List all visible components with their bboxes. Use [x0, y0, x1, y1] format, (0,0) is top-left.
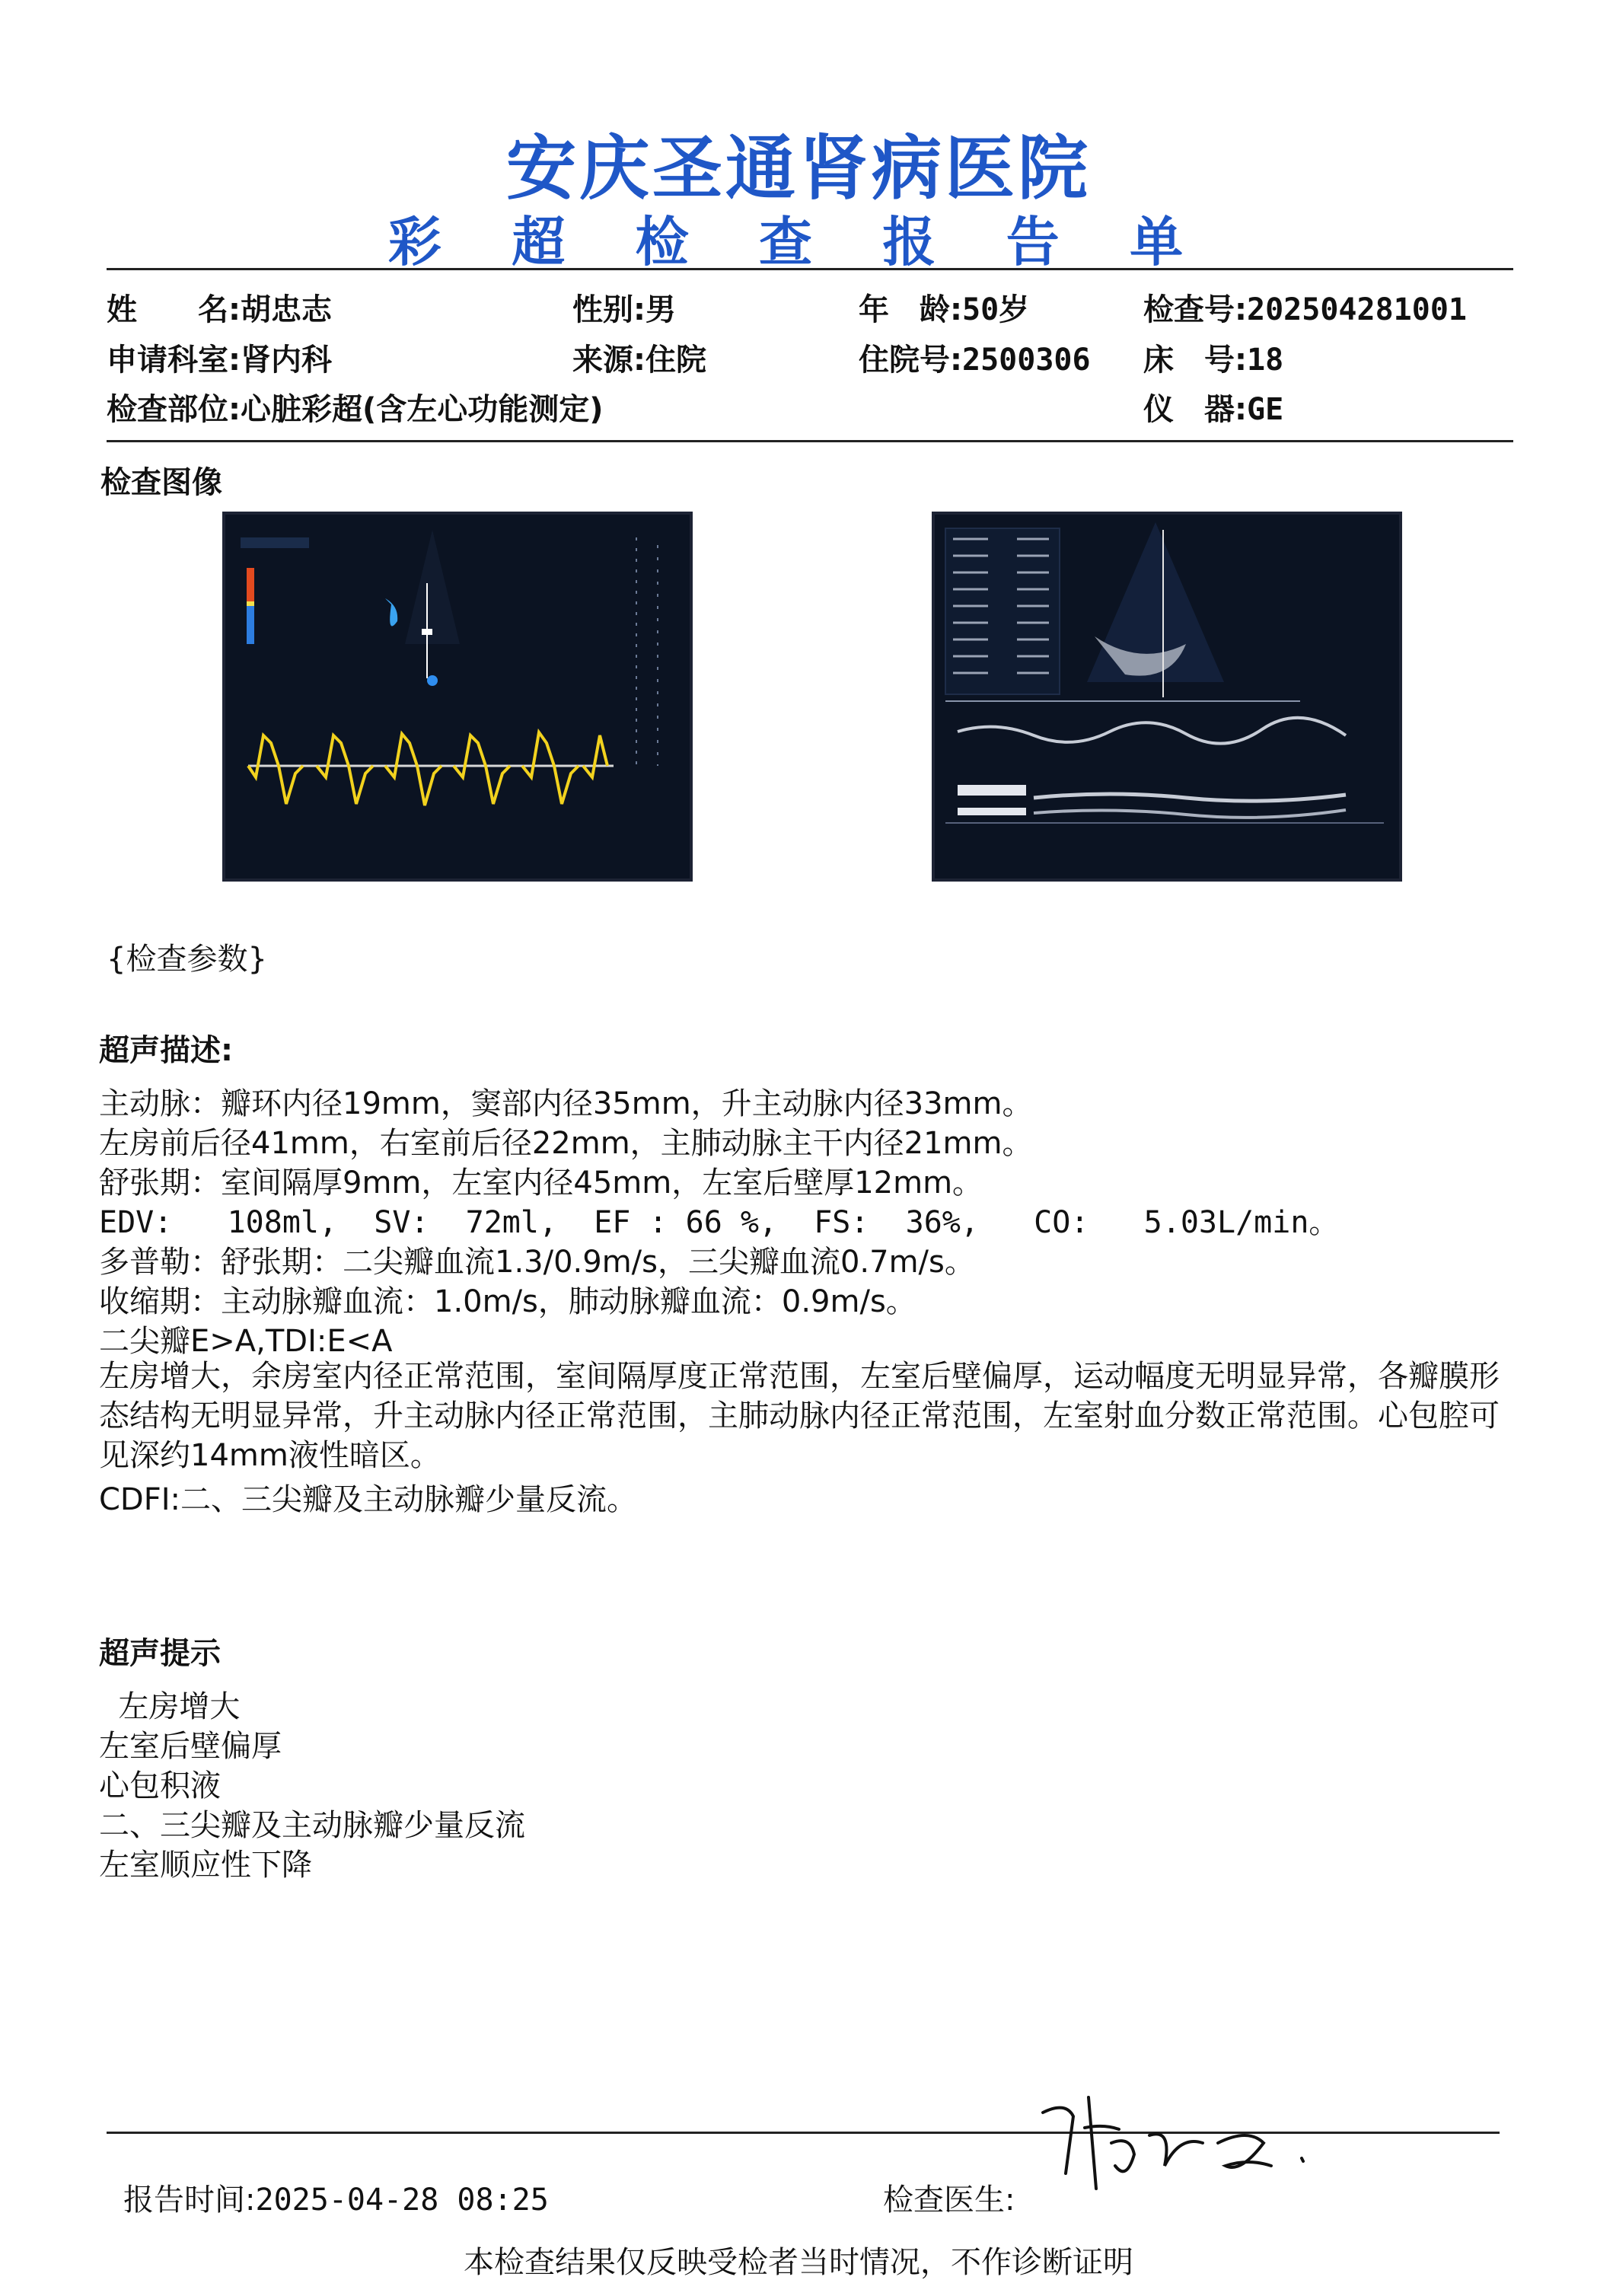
description-line: 多普勒：舒张期：二尖瓣血流1.3/0.9m/s，三尖瓣血流0.7m/s。 [99, 1245, 975, 1280]
description-line: 收缩期：主动脉瓣血流：1.0m/s，肺动脉瓣血流：0.9m/s。 [99, 1284, 916, 1319]
doctor-label: 检查医生: [883, 2183, 1015, 2218]
exam-number: 检查号:202504281001 [1143, 292, 1467, 327]
description-cdfi: CDFI:二、三尖瓣及主动脉瓣少量反流。 [99, 1482, 638, 1517]
patient-source: 来源:住院 [572, 343, 706, 378]
request-dept: 申请科室:肾内科 [107, 343, 332, 378]
description-line: EDV: 108ml, SV: 72ml, EF : 66 %, FS: 36%, CO: 5.03L/min。 [99, 1205, 1340, 1240]
conclusion-item: 左室顺应性下降 [99, 1848, 312, 1883]
device: 仪 器:GE [1143, 392, 1284, 427]
description-paragraph: 左房增大，余房室内径正常范围，室间隔厚度正常范围，左室后壁偏厚，运动幅度无明显异常，各瓣膜形态结构无明显异常，升主动脉内径正常范围，主肺动脉内径正常范围，左室射血分数正常范围。心包腔可见深约14mm液性暗区。 [99, 1359, 1500, 1473]
section-conclusion: 超声提示 [99, 1636, 221, 1671]
conclusion-item: 二、三尖瓣及主动脉瓣少量反流 [99, 1808, 525, 1843]
description-line: 主动脉：瓣环内径19mm，窦部内径35mm，升主动脉内径33mm。 [99, 1086, 1033, 1121]
description-line: 左房前后径41mm，右室前后径22mm，主肺动脉主干内径21mm。 [99, 1126, 1033, 1161]
signature-icon [1020, 2082, 1317, 2204]
conclusion-item: 心包积液 [99, 1768, 221, 1803]
disclaimer: 本检查结果仅反映受检者当时情况，不作诊断证明 [464, 2245, 1133, 2280]
report-title: 彩 超 检 查 报 告 单 [387, 211, 1210, 273]
report-time: 报告时间:2025-04-28 08:25 [123, 2183, 549, 2218]
header-divider-bottom [107, 440, 1513, 442]
inpatient-number: 住院号:2500306 [859, 343, 1091, 378]
patient-age: 年 龄:50岁 [859, 292, 1030, 327]
exam-params-placeholder: {检查参数} [107, 942, 267, 977]
description-line: 二尖瓣E>A,TDI:E<A [99, 1324, 393, 1359]
description-line: 舒张期：室间隔厚9mm，左室内径45mm，左室后壁厚12mm。 [99, 1166, 983, 1201]
conclusion-item: 左房增大 [99, 1689, 241, 1724]
hospital-name: 安庆圣通肾病医院 [505, 128, 1091, 209]
header-divider-top [107, 268, 1513, 270]
patient-sex: 性别:男 [572, 292, 676, 327]
doppler-ultrasound-image [222, 512, 693, 882]
conclusion-item: 左室后壁偏厚 [99, 1729, 282, 1764]
mmode-ultrasound-image [932, 512, 1402, 882]
patient-name: 姓 名:胡忠志 [107, 292, 332, 327]
bed-number: 床 号:18 [1143, 343, 1284, 378]
exam-part: 检查部位:心脏彩超(含左心功能测定) [107, 392, 604, 427]
section-images: 检查图像 [100, 465, 222, 500]
section-description: 超声描述: [99, 1033, 233, 1068]
